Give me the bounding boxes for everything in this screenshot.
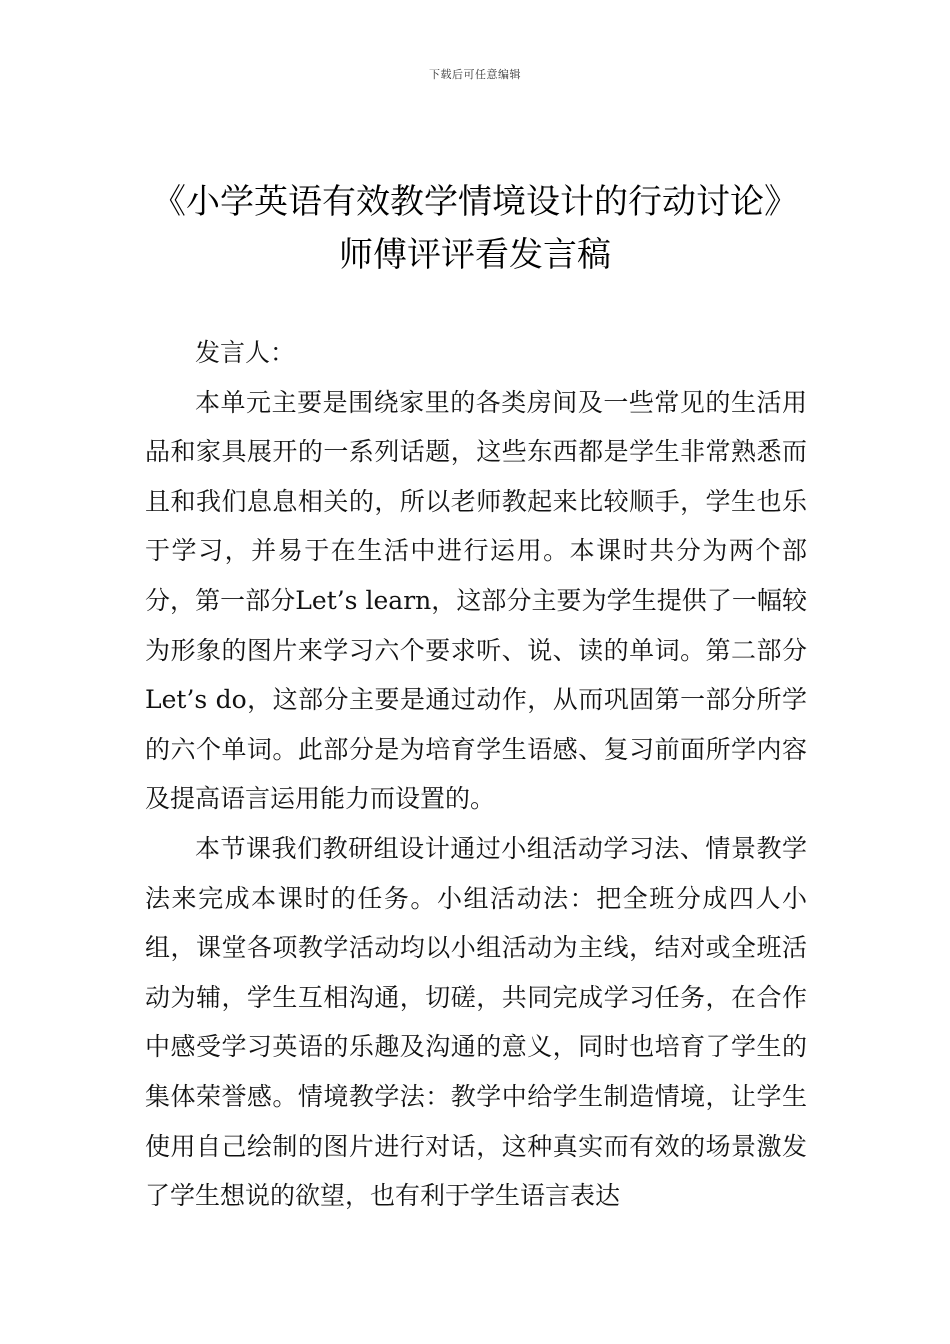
paragraph-1: 本单元主要是围绕家里的各类房间及一些常见的生活用品和家具展开的一系列话题，这些东西都是学生非常熟悉而且和我们息息相关的，所以老师教起来比较顺手，学生也乐于学习，并易于在生活中进行运用。本课时共分为两个部分，第一部分Let’s learn，这部分主要为学生提供了一幅较为形象的图片来学习六个要求听、说、读的单词。第二部分Let’s do，这部分主要是通过动作，从而巩固第一部分所学的六个单词。此部分是为培育学生语感、复习前面所学内容及提高语言运用能力而设置的。 xyxy=(145,387,807,814)
paragraph-2: 本节课我们教研组设计通过小组活动学习法、情景教学法来完成本课时的任务。小组活动法：把全班分成四人小组，课堂各项教学活动均以小组活动为主线，结对或全班活动为辅，学生互相沟通，切磋，共同完成学习任务，在合作中感受学习英语的乐趣及沟通的意义，同时也培育了学生的集体荣誉感。情境教学法：教学中给学生制造情境，让学生使用自己绘制的图片进行对话，这种真实而有效的场景激发了学生想说的欲望，也有利于学生语言表达 xyxy=(145,833,807,1211)
document-title: 《小学英语有效教学情境设计的行动讨论》师傅评评看发言稿 xyxy=(152,182,798,275)
header-note: 下载后可任意编辑 xyxy=(429,68,521,81)
speaker-label: 发言人： xyxy=(195,338,296,367)
document-body xyxy=(145,328,807,1221)
